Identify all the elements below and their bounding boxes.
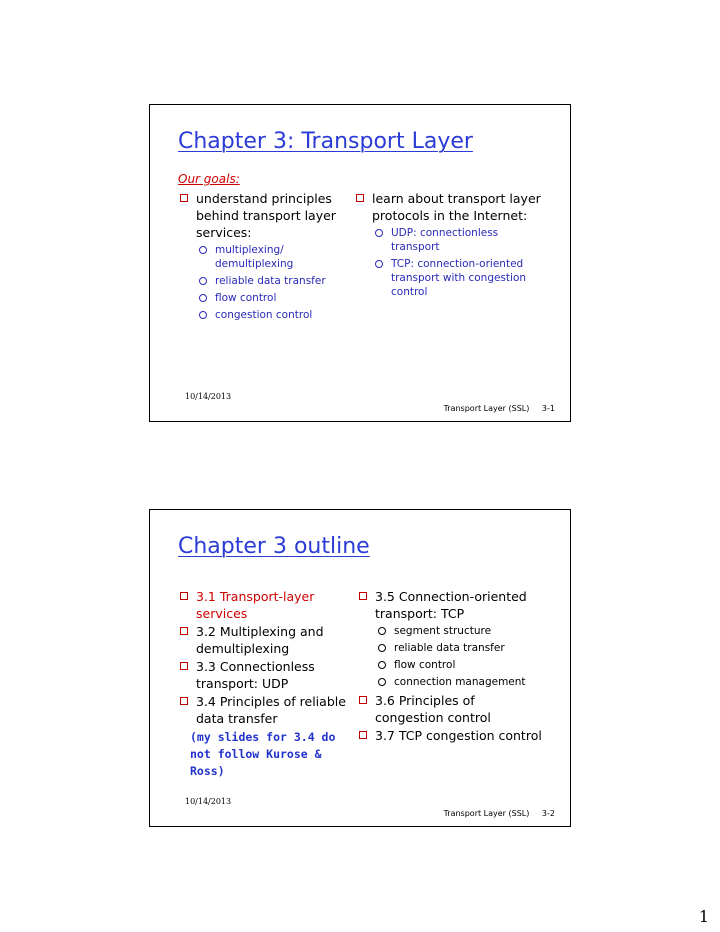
sub-bullet: TCP: connection-oriented transport with congestion control [374, 257, 544, 299]
checkbox-bullet-icon [180, 697, 188, 705]
sub-bullet: congestion control [198, 308, 348, 322]
circle-bullet-icon [199, 246, 207, 254]
footer-label: Transport Layer (SSL) [443, 404, 530, 413]
slide-number: 3-1 [541, 404, 555, 413]
sub-bullet: reliable data transfer [198, 274, 348, 288]
outline-item: 3.3 Connectionless transport: UDP [178, 658, 348, 692]
sub-bullet: flow control [198, 291, 348, 305]
slide-footer [434, 809, 555, 818]
sub-bullet: multiplexing/ demultiplexing [198, 243, 348, 271]
checkbox-bullet-icon [359, 592, 367, 600]
sub-bullet: UDP: connectionless transport [374, 226, 544, 254]
checkbox-bullet-icon [180, 627, 188, 635]
slide-title: Chapter 3: Transport Layer [178, 129, 473, 154]
circle-bullet-icon [378, 661, 386, 669]
checkbox-bullet-icon [180, 592, 188, 600]
outline-item: 3.5 Connection-oriented transport: TCP [357, 588, 547, 622]
outline-item: 3.2 Multiplexing and demultiplexing [178, 623, 348, 657]
sub-bullet: reliable data transfer [377, 641, 547, 655]
circle-bullet-icon [378, 644, 386, 652]
circle-bullet-icon [375, 260, 383, 268]
goals-label: Our goals: [178, 172, 240, 186]
bullet: learn about transport layer protocols in the Internet: [354, 190, 544, 224]
sub-bullet: flow control [377, 658, 547, 672]
circle-bullet-icon [375, 229, 383, 237]
checkbox-bullet-icon [180, 662, 188, 670]
checkbox-bullet-icon [359, 696, 367, 704]
outline-item: 3.1 Transport-layer services [178, 588, 348, 622]
outline-item: 3.6 Principles of congestion control [357, 692, 547, 726]
footer-label: Transport Layer (SSL) [443, 809, 530, 818]
checkbox-bullet-icon [359, 731, 367, 739]
checkbox-bullet-icon [356, 194, 364, 202]
sub-bullet: segment structure [377, 624, 547, 638]
circle-bullet-icon [199, 277, 207, 285]
right-column [357, 588, 547, 745]
checkbox-bullet-icon [180, 194, 188, 202]
slide-2 [149, 509, 571, 827]
bullet: understand principles behind transport layer services: [178, 190, 348, 241]
outline-item: 3.7 TCP congestion control [357, 727, 547, 744]
sub-bullet: connection management [377, 675, 547, 689]
slides-note: (my slides for 3.4 do not follow Kurose & Ross) [190, 730, 336, 778]
circle-bullet-icon [199, 294, 207, 302]
circle-bullet-icon [378, 678, 386, 686]
slide-title: Chapter 3 outline [178, 534, 370, 559]
outline-item: 3.4 Principles of reliable data transfer [178, 693, 348, 727]
slide-date: 10/14/2013 [185, 392, 232, 401]
slide-date: 10/14/2013 [185, 797, 232, 806]
slide-footer [434, 404, 555, 413]
slide-1 [149, 104, 571, 422]
left-column [178, 588, 348, 780]
page-number: 1 [698, 907, 709, 926]
left-column [178, 190, 348, 325]
circle-bullet-icon [199, 311, 207, 319]
circle-bullet-icon [378, 627, 386, 635]
right-column [354, 190, 544, 302]
slide-number: 3-2 [541, 809, 555, 818]
